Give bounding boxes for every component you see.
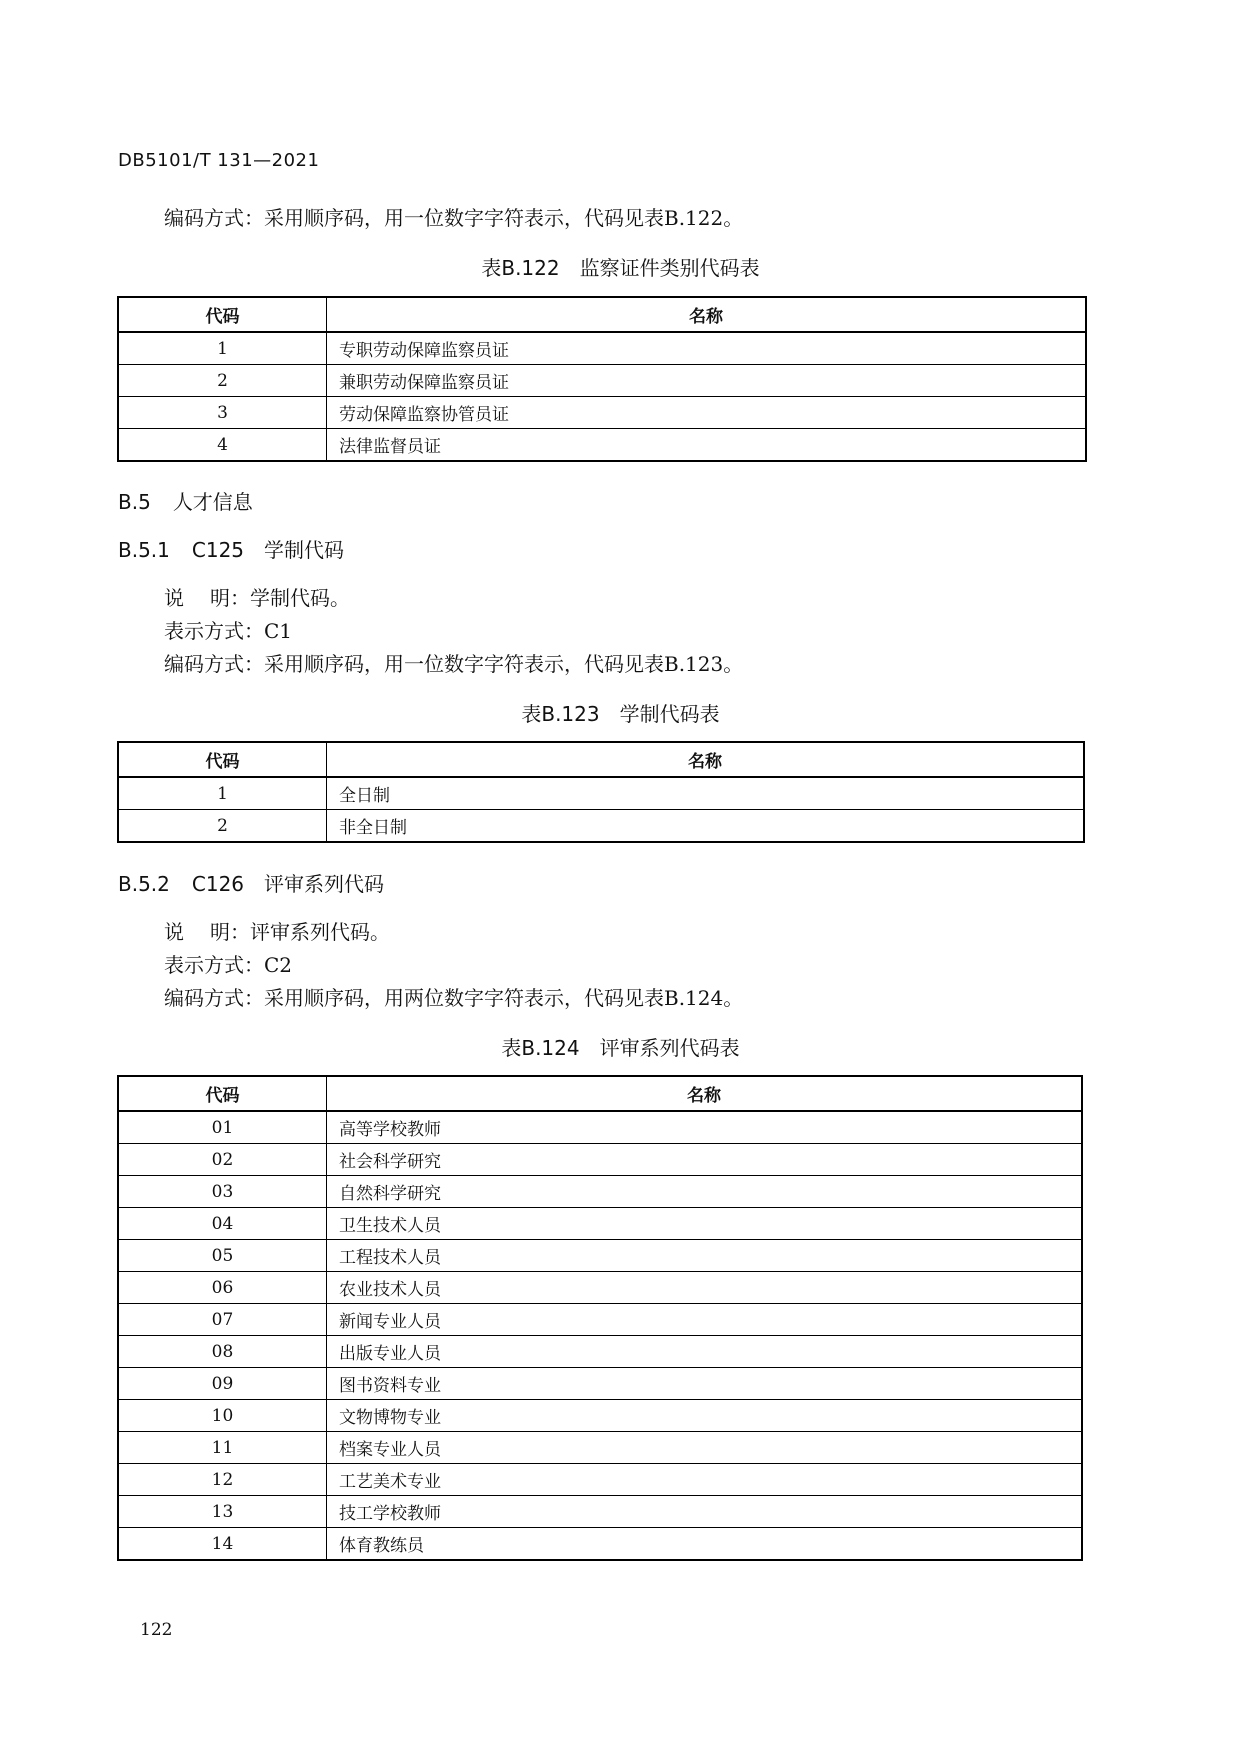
table-row: [118, 1400, 1082, 1432]
cell-code: 11: [118, 1432, 327, 1464]
cell-name: 档案专业人员: [327, 1432, 1083, 1464]
table-row: [118, 810, 1084, 843]
table-row: [118, 1111, 1082, 1144]
description-b52: [164, 916, 390, 945]
table-row: [118, 1336, 1082, 1368]
section-title: 评审系列代码: [264, 872, 385, 896]
column-header-code: 代码: [118, 1076, 327, 1111]
document-id: DB5101/T 131—2021: [118, 150, 320, 171]
cell-name: 兼职劳动保障监察员证: [327, 365, 1087, 397]
representation-b51: 表示方式：C1: [164, 619, 293, 643]
cell-name: 工艺美术专业: [327, 1464, 1083, 1496]
description-value: ：学制代码。: [230, 586, 350, 610]
table-row: [118, 365, 1086, 397]
description-value: ：评审系列代码。: [230, 920, 390, 944]
section-heading-b51: [118, 534, 344, 563]
cell-code: 07: [118, 1304, 327, 1336]
table-row: [118, 1176, 1082, 1208]
cell-name: 农业技术人员: [327, 1272, 1083, 1304]
table-caption-b122: 表B.122 监察证件类别代码表: [481, 256, 760, 280]
table-row: [118, 1208, 1082, 1240]
table-row: [118, 1496, 1082, 1528]
column-header-code: 代码: [118, 742, 327, 777]
cell-code: 13: [118, 1496, 327, 1528]
cell-name: 文物博物专业: [327, 1400, 1083, 1432]
table-row: [118, 777, 1084, 810]
page-number: 122: [140, 1620, 173, 1640]
section-number: B.5.1: [118, 538, 170, 562]
cell-code: 06: [118, 1272, 327, 1304]
table-row: [118, 1272, 1082, 1304]
section-title: 人才信息: [172, 490, 253, 514]
table-row: [118, 1528, 1082, 1561]
cell-code: 1: [118, 332, 327, 365]
table-row: [118, 332, 1086, 365]
description-b51: [164, 582, 350, 611]
cell-code: 05: [118, 1240, 327, 1272]
cell-code: 10: [118, 1400, 327, 1432]
section-number: B.5.2: [118, 872, 170, 896]
cell-code: 2: [118, 810, 327, 843]
section-code: C126: [191, 872, 245, 896]
table-b124: [117, 1075, 1083, 1561]
cell-name: 高等学校教师: [327, 1111, 1083, 1144]
section-number: B.5: [118, 490, 151, 514]
cell-code: 08: [118, 1336, 327, 1368]
table-caption-b124: 表B.124 评审系列代码表: [501, 1036, 740, 1060]
cell-code: 02: [118, 1144, 327, 1176]
cell-code: 2: [118, 365, 327, 397]
description-label: 说明: [164, 920, 256, 944]
cell-name: 全日制: [327, 777, 1085, 810]
table-row: [118, 1144, 1082, 1176]
cell-name: 专职劳动保障监察员证: [327, 332, 1087, 365]
cell-code: 12: [118, 1464, 327, 1496]
cell-name: 工程技术人员: [327, 1240, 1083, 1272]
cell-code: 03: [118, 1176, 327, 1208]
cell-name: 出版专业人员: [327, 1336, 1083, 1368]
table-row: [118, 397, 1086, 429]
cell-code: 04: [118, 1208, 327, 1240]
cell-code: 4: [118, 429, 327, 462]
cell-code: 01: [118, 1111, 327, 1144]
cell-name: 非全日制: [327, 810, 1085, 843]
cell-code: 09: [118, 1368, 327, 1400]
cell-name: 自然科学研究: [327, 1176, 1083, 1208]
table-row: [118, 1240, 1082, 1272]
section-heading-b52: [118, 868, 384, 897]
cell-name: 劳动保障监察协管员证: [327, 397, 1087, 429]
table-row: [118, 1368, 1082, 1400]
encoding-method-b122: 编码方式：采用顺序码，用一位数字字符表示，代码见表B.122。: [164, 206, 744, 230]
section-code: C125: [191, 538, 245, 562]
cell-name: 法律监督员证: [327, 429, 1087, 462]
table-caption-b123: 表B.123 学制代码表: [521, 702, 720, 726]
table-row: [118, 429, 1086, 462]
cell-code: 14: [118, 1528, 327, 1561]
cell-name: 技工学校教师: [327, 1496, 1083, 1528]
table-b123: [117, 741, 1085, 843]
cell-name: 新闻专业人员: [327, 1304, 1083, 1336]
representation-b52: 表示方式：C2: [164, 953, 293, 977]
description-label: 说明: [164, 586, 256, 610]
table-row: [118, 1304, 1082, 1336]
section-title: 学制代码: [264, 538, 345, 562]
table-b122: [117, 296, 1087, 462]
column-header-name: 名称: [327, 297, 1087, 332]
table-row: [118, 1464, 1082, 1496]
column-header-code: 代码: [118, 297, 327, 332]
table-row: [118, 1432, 1082, 1464]
cell-code: 3: [118, 397, 327, 429]
column-header-name: 名称: [327, 742, 1085, 777]
cell-code: 1: [118, 777, 327, 810]
cell-name: 体育教练员: [327, 1528, 1083, 1561]
encoding-method-b52: 编码方式：采用顺序码，用两位数字字符表示，代码见表B.124。: [164, 986, 744, 1010]
cell-name: 图书资料专业: [327, 1368, 1083, 1400]
section-heading-b5: [118, 486, 253, 515]
cell-name: 卫生技术人员: [327, 1208, 1083, 1240]
column-header-name: 名称: [327, 1076, 1083, 1111]
cell-name: 社会科学研究: [327, 1144, 1083, 1176]
encoding-method-b51: 编码方式：采用顺序码，用一位数字字符表示，代码见表B.123。: [164, 652, 744, 676]
